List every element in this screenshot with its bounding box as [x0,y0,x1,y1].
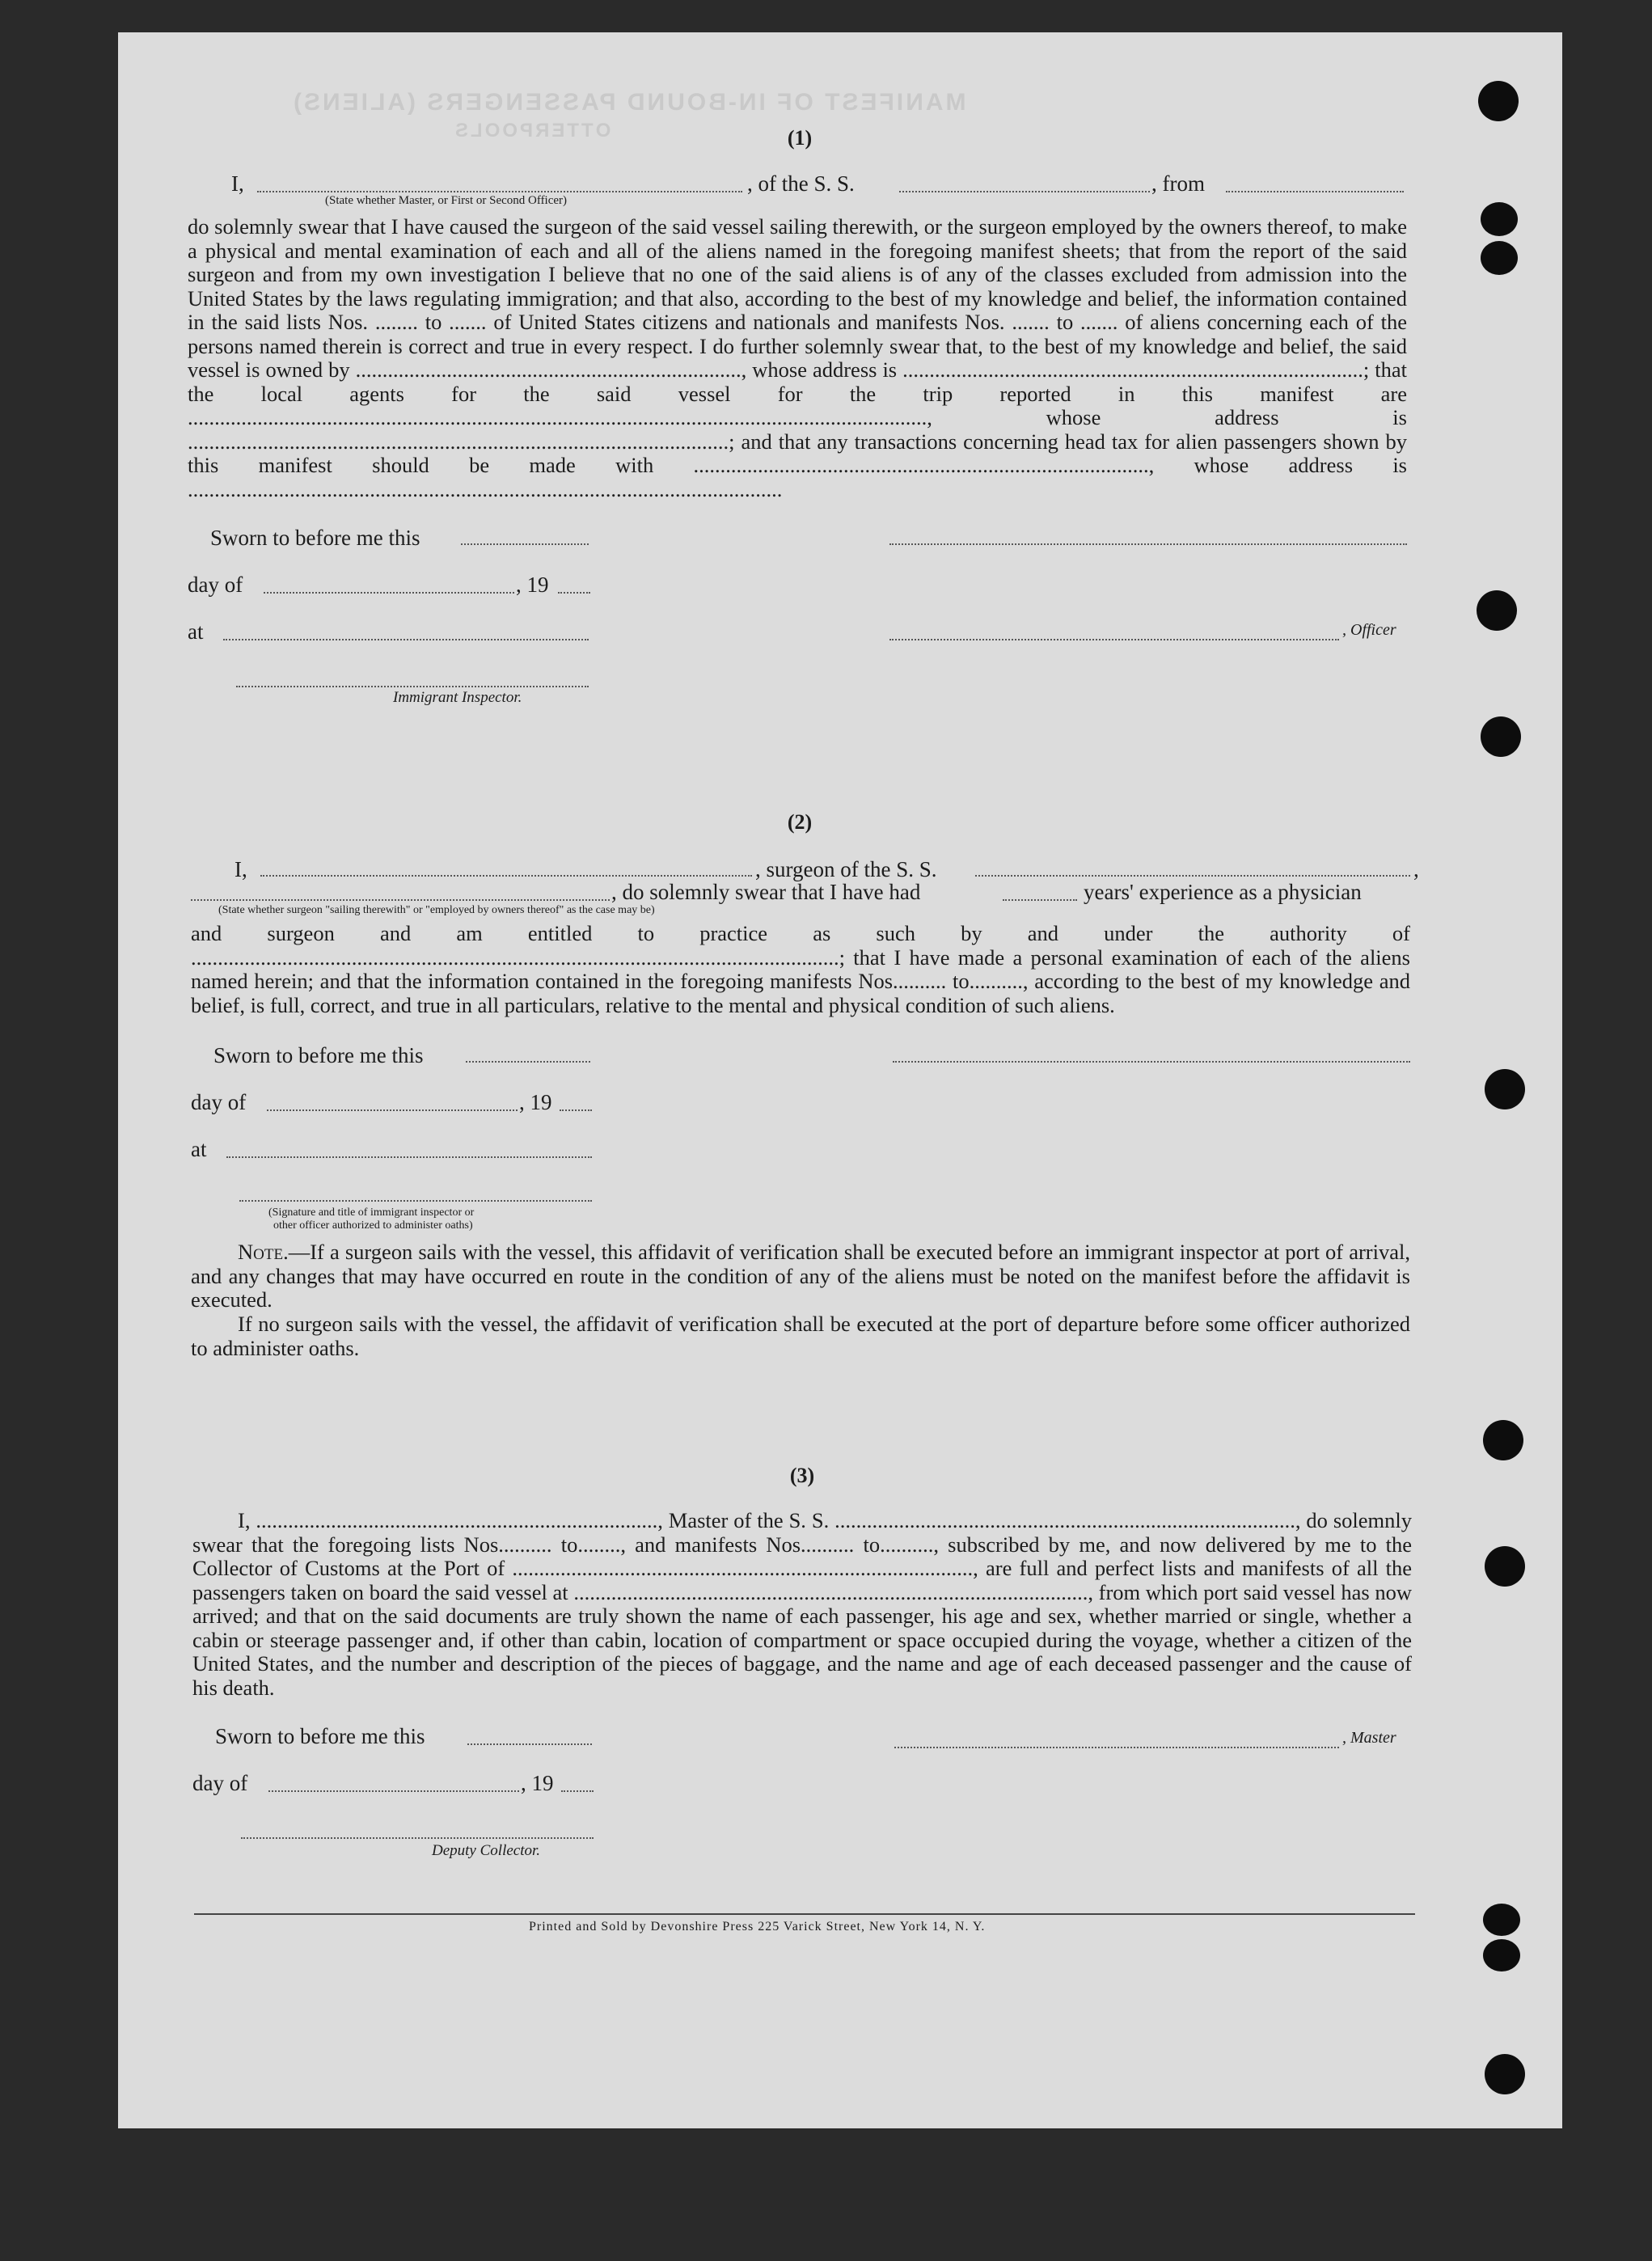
s2-note [191,1240,1410,1312]
s1-from-field[interactable] [1226,191,1404,192]
s2-name-field[interactable] [260,875,752,877]
s2-years-label: years' experience as a physician [1084,880,1362,904]
s3-sworn-field[interactable] [467,1743,592,1745]
s1-from-label: , from [1151,171,1205,196]
s2-oath-paragraph: and surgeon and am entitled to practice as such by and under the authority of .........................................................................................................................; that I have made a personal examination of each of the aliens named herein; and that the information contained in the foregoing manifests Nos.......... to.........., according to the best of my knowledge and belief, is full, correct, and true in all particulars, relative to the mental and physical condition of such aliens. [191,921,1410,1017]
s1-sworn-label: Sworn to before me this [210,526,420,550]
punch-hole [1481,241,1518,275]
s1-officer-line[interactable] [889,639,1339,640]
punch-hole [1485,1546,1525,1587]
s1-inspector-label: Immigrant Inspector. [393,689,522,706]
s2-comma: , [1413,857,1419,881]
s2-status-field[interactable] [191,899,610,901]
s1-oath-paragraph [188,215,1407,501]
s2-note-label: Note. [238,1240,289,1264]
s2-note2: If no surgeon sails with the vessel, the affidavit of verification shall be executed at the port of departure before some officer authorized to administer oaths. [191,1312,1410,1360]
punch-hole [1481,716,1521,757]
s3-year-label: , 19 [521,1771,554,1795]
s2-day-field[interactable] [267,1109,518,1111]
s2-sworn-label: Sworn to before me this [213,1043,424,1067]
bleed-through-port: OTTERPOOLS [453,120,611,142]
punch-hole [1483,1939,1520,1972]
bleed-through-title: MANIFEST OF IN-BOUND PASSENGERS (ALIENS) [291,89,966,116]
s1-signature-line[interactable] [889,543,1407,545]
s1-sworn-field[interactable] [461,543,589,545]
punch-hole [1485,2054,1525,2094]
s3-master-line[interactable] [894,1747,1339,1748]
s3-oath-paragraph: I, ..........................................................................., Master of the S. S. ......................................................................................, do solemnly swear that the foregoing lists Nos.......... to........, and manifests Nos.......... to.........., subscribed by me, and now delivered by me to the Collector of Customs at the Port of ......................................................................................, are full and perfect lists and manifests of all the passengers taken on board the said vessel at ................................................................................................, from which port said vessel has now arrived; and that on the said documents are truly shown the name of each passenger, his age and sex, whether married or single, whether a cabin or steerage passenger and, if other than cabin, location of compartment or space occupied during the voyage, whether a citizen of the United States, and the number and description of the pieces of baggage, and the name and age of each deceased passenger and the cause of his death. [192,1508,1412,1700]
punch-hole [1478,81,1519,121]
s1-day-label: day of [188,573,243,597]
s2-at-field[interactable] [226,1156,592,1158]
s2-sig-caption-2: other officer authorized to administer oaths) [273,1219,473,1232]
punch-hole [1485,1069,1525,1109]
s2-swear-label: , do solemnly swear that I have had [611,880,921,904]
s3-collector-line[interactable] [241,1837,594,1839]
s2-caption: (State whether surgeon "sailing therewith" or "employed by owners thereof" as the case may be) [218,904,655,916]
s1-officer-field[interactable] [257,191,742,192]
section-2-number: (2) [787,810,813,834]
s1-of-ss-label: , of the S. S. [747,171,855,196]
s1-at-field[interactable] [223,639,589,640]
s3-day-label: day of [192,1771,248,1795]
punch-hole [1483,1420,1523,1460]
s3-day-field[interactable] [268,1790,519,1792]
s2-day-label: day of [191,1090,247,1114]
s1-ship-field[interactable] [899,191,1150,192]
s2-inspector-line[interactable] [239,1200,592,1202]
s1-oath-text: do solemnly swear that I have caused the surgeon of the said vessel sailing therewith, or the surgeon employed by the owners thereof, to make a physical and mental examination of each and all of the aliens named in the foregoing manifest sheets; that from the report of the said surgeon and from my own investigation I believe that no one of the said aliens is of any of the classes excluded from admission into the United States by the laws regulating immigration; and that also, according to the best of my knowledge and belief, the information contained in the said lists Nos. ........ to ....... of United States citizens and nationals and manifests Nos. ....... to ....... of aliens concerning each of the persons named therein is correct and true in every respect. I do further solemnly swear that, to the best of my knowledge and belief, the said vessel is owned by ........................................................................, whose address is ......................................................................................; that the local agents for the said vessel for the trip reported in this manifest are .........................................................................................................................................., whose address is .....................................................................................................; and that any transactions concerning head tax for alien passengers shown by this manifest should be made with ....................................................................................., whose address is ............................................................................................................... [188,214,1407,501]
s2-sig-caption-1: (Signature and title of immigrant inspector or [268,1207,475,1219]
s2-signature-line[interactable] [893,1061,1410,1063]
s1-year-label: , 19 [516,573,549,597]
s3-collector-label: Deputy Collector. [432,1842,541,1859]
punch-hole [1481,202,1518,236]
s1-officer-label: , Officer [1342,621,1396,639]
s2-ship-field[interactable] [975,875,1410,877]
s1-caption: (State whether Master, or First or Second Officer) [325,194,568,207]
s3-year-field[interactable] [561,1790,594,1792]
printer-footer: Printed and Sold by Devonshire Press 225 Varick Street, New York 14, N. Y. [529,1920,986,1933]
punch-hole [1477,590,1517,631]
section-1-number: (1) [787,126,813,150]
s2-year-label: , 19 [519,1090,552,1114]
s2-year-field[interactable] [560,1109,592,1111]
punch-hole [1483,1904,1520,1936]
s1-i-label: I, [231,171,244,196]
s3-sworn-label: Sworn to before me this [215,1724,425,1748]
s1-at-label: at [188,619,204,644]
s1-year-field[interactable] [558,592,590,594]
s1-inspector-line[interactable] [236,686,589,687]
s2-surgeon-of-label: , surgeon of the S. S. [755,857,937,881]
s2-i-label: I, [234,857,247,881]
s2-sworn-field[interactable] [466,1061,590,1063]
section-3-number: (3) [789,1464,815,1487]
s3-master-label: , Master [1342,1729,1396,1747]
s2-years-field[interactable] [1003,899,1077,901]
s1-day-field[interactable] [264,592,514,594]
footer-rule [194,1913,1415,1915]
s2-note-text: —If a surgeon sails with the vessel, this affidavit of verification shall be executed before an immigrant inspector at port of arrival, and any changes that may have occurred en route in the condition of any of the aliens must be noted on the manifest before the affidavit is executed. [191,1240,1410,1312]
s2-at-label: at [191,1137,207,1161]
